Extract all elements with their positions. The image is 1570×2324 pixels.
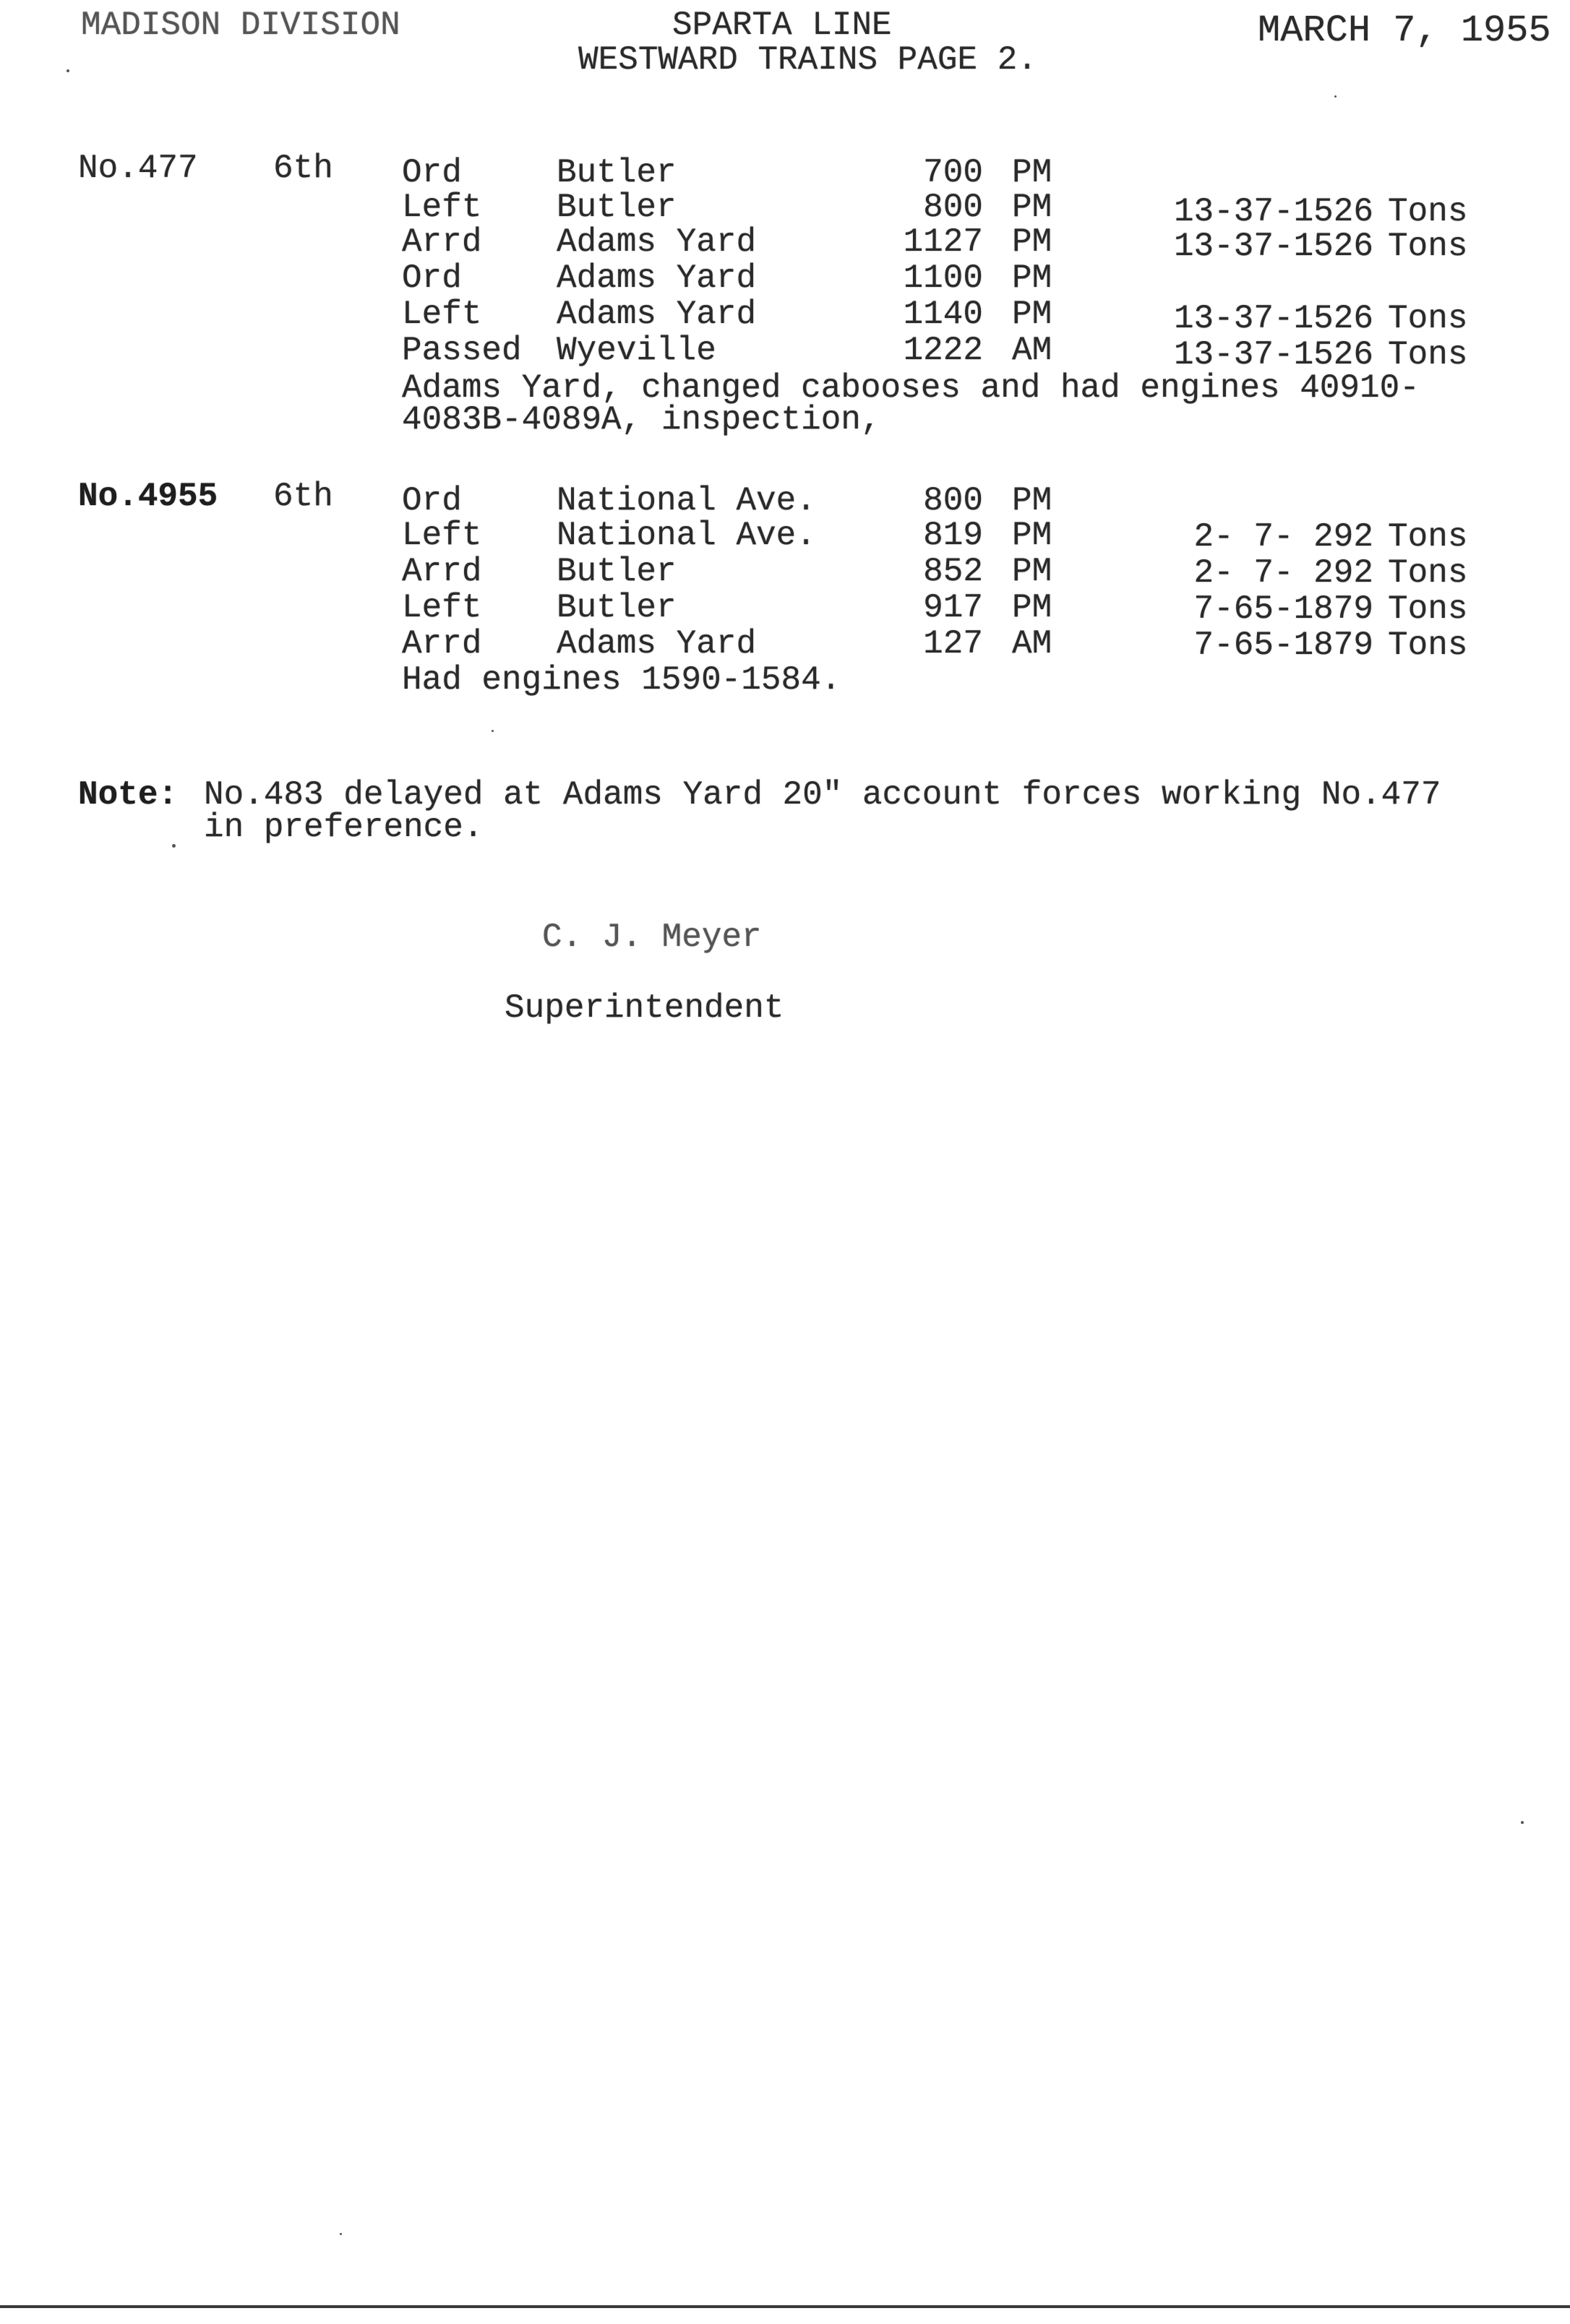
subtitle-heading: WESTWARD TRAINS PAGE 2.: [578, 41, 1037, 79]
train-number: No.477: [78, 150, 198, 187]
note-line: in preference.: [204, 809, 484, 846]
entry-tons: 13-37-1526: [1173, 336, 1373, 374]
page-bottom-edge: [0, 2305, 1570, 2308]
entry-time: 800: [923, 189, 983, 226]
entry-place: Adams Yard: [557, 296, 757, 333]
note-line: No.483 delayed at Adams Yard 20" account forces working No.477: [204, 776, 1441, 814]
entry-action: Arrd: [402, 223, 482, 261]
scan-speck: [1334, 95, 1337, 98]
entry-ampm: PM: [1012, 482, 1052, 520]
entry-action: Passed: [402, 332, 522, 369]
entry-action: Left: [402, 296, 482, 333]
scan-speck: [67, 69, 69, 72]
entry-tons-label: Tons: [1388, 228, 1468, 265]
division-heading: MADISON DIVISION: [81, 7, 400, 44]
entry-tons: 2- 7- 292: [1193, 554, 1373, 592]
entry-ampm: PM: [1012, 154, 1052, 191]
train-number: No.4955: [78, 478, 218, 515]
entry-time: 1222: [903, 332, 983, 369]
train-day: 6th: [273, 478, 333, 515]
train-day: 6th: [273, 150, 333, 187]
entry-ampm: PM: [1012, 189, 1052, 226]
line-heading: SPARTA LINE: [672, 7, 892, 44]
entry-tons-label: Tons: [1388, 336, 1468, 374]
entry-ampm: PM: [1012, 296, 1052, 333]
entry-tons-label: Tons: [1388, 627, 1468, 664]
train-remark: 4083B-4089A, inspection,: [402, 401, 881, 439]
entry-action: Left: [402, 189, 482, 226]
entry-action: Ord: [402, 482, 462, 520]
entry-action: Left: [402, 589, 482, 627]
entry-action: Arrd: [402, 625, 482, 663]
entry-ampm: AM: [1012, 332, 1052, 369]
entry-tons: 7-65-1879: [1193, 590, 1373, 628]
scan-speck: [340, 2233, 342, 2235]
entry-time: 1100: [903, 259, 983, 297]
entry-action: Arrd: [402, 553, 482, 590]
entry-tons: 7-65-1879: [1193, 627, 1373, 664]
entry-time: 800: [923, 482, 983, 520]
entry-time: 1140: [903, 296, 983, 333]
entry-place: Adams Yard: [557, 259, 757, 297]
entry-ampm: PM: [1012, 517, 1052, 554]
entry-place: Butler: [557, 589, 677, 627]
report-date: MARCH 7, 1955: [1258, 9, 1551, 52]
entry-tons-label: Tons: [1388, 518, 1468, 556]
signatory-name: C. J. Meyer: [542, 918, 762, 956]
entry-place: Wyeville: [557, 332, 716, 369]
entry-place: Butler: [557, 553, 677, 590]
entry-tons-label: Tons: [1388, 300, 1468, 337]
entry-ampm: PM: [1012, 589, 1052, 627]
entry-place: Butler: [557, 154, 677, 191]
entry-tons-label: Tons: [1388, 554, 1468, 592]
entry-time: 819: [923, 517, 983, 554]
scan-speck: [492, 730, 494, 732]
entry-ampm: PM: [1012, 223, 1052, 261]
entry-time: 852: [923, 553, 983, 590]
entry-tons: 13-37-1526: [1173, 300, 1373, 337]
train-remark: Adams Yard, changed cabooses and had engines 40910-: [402, 369, 1420, 407]
entry-tons: 13-37-1526: [1173, 193, 1373, 231]
entry-action: Ord: [402, 154, 462, 191]
entry-tons-label: Tons: [1388, 193, 1468, 231]
scan-speck: [1521, 1821, 1524, 1824]
train-remark: Had engines 1590-1584.: [402, 661, 841, 699]
entry-place: Adams Yard: [557, 625, 757, 663]
entry-ampm: AM: [1012, 625, 1052, 663]
entry-time: 1127: [903, 223, 983, 261]
signatory-title: Superintendent: [505, 989, 784, 1027]
entry-place: National Ave.: [557, 517, 816, 554]
entry-time: 917: [923, 589, 983, 627]
entry-place: Adams Yard: [557, 223, 757, 261]
entry-action: Ord: [402, 259, 462, 297]
entry-time: 700: [923, 154, 983, 191]
entry-ampm: PM: [1012, 259, 1052, 297]
entry-tons: 2- 7- 292: [1193, 518, 1373, 556]
note-label: Note:: [78, 776, 179, 814]
entry-tons: 13-37-1526: [1173, 228, 1373, 265]
entry-action: Left: [402, 517, 482, 554]
entry-place: National Ave.: [557, 482, 816, 520]
scan-speck: [172, 844, 176, 848]
entry-time: 127: [923, 625, 983, 663]
entry-tons-label: Tons: [1388, 590, 1468, 628]
entry-place: Butler: [557, 189, 677, 226]
entry-ampm: PM: [1012, 553, 1052, 590]
